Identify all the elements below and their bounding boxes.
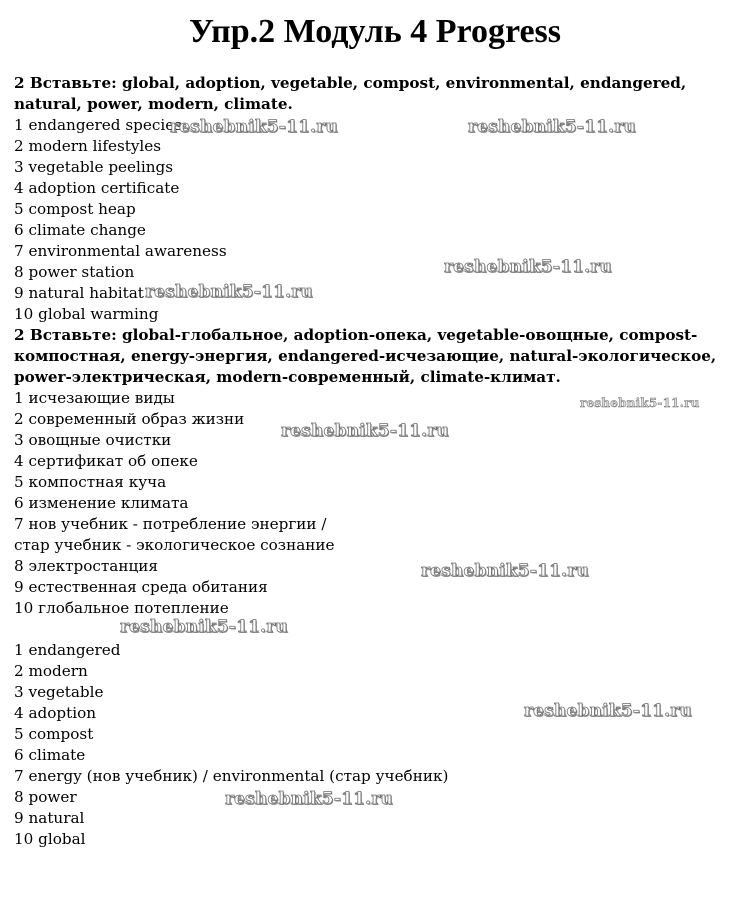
list-item: 2 современный образ жизни: [14, 410, 245, 428]
watermark: reshebnik5-11.ru: [281, 421, 449, 441]
watermark: reshebnik5-11.ru: [580, 396, 700, 410]
list-item: 9 естественная среда обитания: [14, 578, 268, 596]
list-item: 10 global warming: [14, 305, 159, 323]
section2-heading: 2 Вставьте: global-глобальное, adoption-опека, vegetable-овощные, compost-компостная, energy-энергия, endangered-исчезающие, natural-экологическое, power-электрическая, modern-современный, climate-климат.: [14, 326, 717, 386]
watermark: reshebnik5-11.ru: [145, 282, 313, 302]
list-item: 3 vegetable: [14, 683, 104, 701]
list-item: 4 adoption certificate: [14, 179, 180, 197]
section3-list: [14, 640, 736, 850]
watermark: reshebnik5-11.ru: [120, 617, 288, 637]
watermark: reshebnik5-11.ru: [524, 701, 692, 721]
watermark: reshebnik5-11.ru: [421, 561, 589, 581]
list-item: 8 power: [14, 788, 77, 806]
watermark: reshebnik5-11.ru: [468, 117, 636, 137]
list-item: 3 vegetable peelings: [14, 158, 174, 176]
list-item: 5 compost heap: [14, 200, 136, 218]
watermark: reshebnik5-11.ru: [444, 257, 612, 277]
list-item: 5 compost: [14, 725, 94, 743]
list-item: 6 climate change: [14, 221, 146, 239]
list-item: 7 environmental awareness: [14, 242, 227, 260]
watermark: reshebnik5-11.ru: [170, 117, 338, 137]
list-item: 4 adoption: [14, 704, 97, 722]
list-item: 8 электростанция: [14, 557, 158, 575]
list-item: 7 energy (нов учебник) / environmental (стар учебник): [14, 767, 449, 785]
list-item: 10 global: [14, 830, 86, 848]
page-title: Упр.2 Модуль 4 Progress: [188, 13, 561, 50]
document-body: [14, 73, 736, 850]
list-item: 9 natural: [14, 809, 85, 827]
list-item: 1 endangered species: [14, 116, 182, 134]
list-item: 8 power station: [14, 263, 135, 281]
list-item: 6 изменение климата: [14, 494, 189, 512]
list-item: 1 исчезающие виды: [14, 389, 175, 407]
list-item: 4 сертификат об опеке: [14, 452, 198, 470]
watermark: reshebnik5-11.ru: [225, 789, 393, 809]
list-item: 3 овощные очистки: [14, 431, 172, 449]
section1-list: [14, 115, 736, 325]
list-item: 10 глобальное потепление: [14, 599, 229, 617]
list-item: 1 endangered: [14, 641, 121, 659]
list-item: 9 natural habitat: [14, 284, 144, 302]
list-item: 5 компостная куча: [14, 473, 167, 491]
list-item: 7 нов учебник - потребление энергии /: [14, 515, 327, 533]
list-item: стар учебник - экологическое сознание: [14, 536, 335, 554]
list-item: 2 modern: [14, 662, 88, 680]
section1-heading: 2 Вставьте: global, adoption, vegetable, compost, environmental, endangered, natural, power, modern, climate.: [14, 74, 687, 113]
list-item: 2 modern lifestyles: [14, 137, 162, 155]
list-item: 6 climate: [14, 746, 86, 764]
